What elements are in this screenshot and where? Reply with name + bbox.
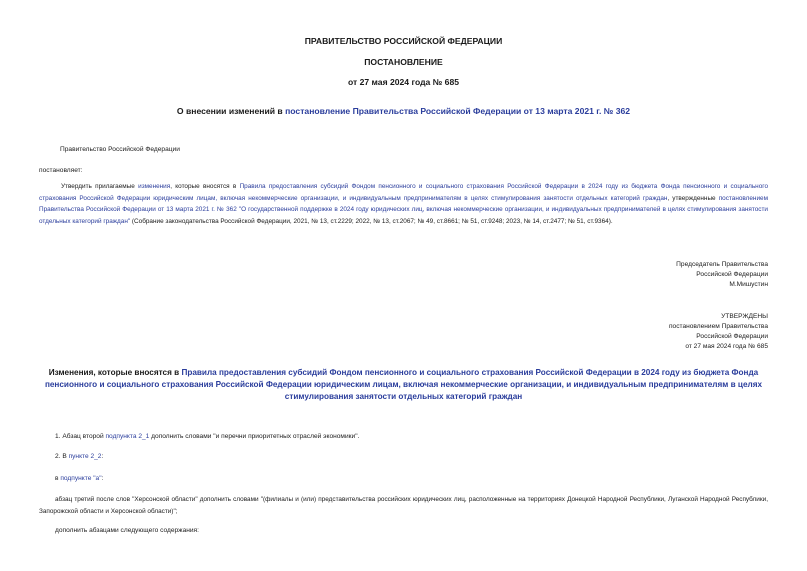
item-5: дополнить абзацами следующего содержания: [55,527,199,534]
document-date: от 27 мая 2024 года № 685 [347,77,460,87]
item-3 [55,476,103,483]
main-paragraph [39,181,768,227]
approved-org: Российской Федерации [696,333,768,340]
item-2-link[interactable]: пункте 2_2 [68,453,102,460]
approved-by: постановлением Правительства [668,323,768,330]
signature-name: М.Мишустин [729,281,768,288]
item-2-prefix: 2. В [55,453,69,460]
item-2-suffix: : [101,453,104,460]
item-3-link[interactable]: подпункте "а" [60,475,102,482]
signature-position: Председатель Правительства [676,261,768,268]
item-1-suffix: дополнить словами "и перечни приоритетных отраслей экономики". [149,433,360,440]
item-2 [55,454,103,461]
signature-org: Российской Федерации [696,271,768,278]
changes-title-prefix: Изменения, которые вносятся в [48,368,182,377]
signature-block [600,260,768,290]
decides-label: постановляет: [39,167,83,174]
document-title [0,106,807,116]
changes-link[interactable]: изменения [138,183,171,190]
approved-block [600,312,768,352]
para-text-3: , утвержденные [667,194,719,202]
government-heading: ПРАВИТЕЛЬСТВО РОССИЙСКОЙ ФЕДЕРАЦИИ [304,36,503,46]
title-prefix: О внесении изменений в [176,106,286,116]
item-4: абзац третий после слов "Херсонской области" дополнить словами "(филиалы и (или) представительства российских юридических лиц, расположенные на территориях Донецкой Народной Республики, Луганской Народной Республики, Запорожской области и Херсонской области)"; [39,496,768,515]
item-1-link[interactable]: подпункта 2_1 [105,433,150,440]
title-link[interactable]: постановление Правительства Российской Федерации от 13 марта 2021 г. № 362 [285,106,631,116]
approved-date: от 27 мая 2024 года № 685 [685,343,768,350]
resolution-link[interactable]: постановлением Правительства Российской Федерации от 13 марта 2021 г. № 362 "О государственной поддержке в 2024 году юридических лиц, включая некоммерческие организации, и индивидуальных предпринимателей в целях стимулирования занятости отдельных категорий граждан" [39,194,768,225]
document-type: ПОСТАНОВЛЕНИЕ [364,57,443,67]
para-text-4: (Собрание законодательства Российской Федерации, 2021, № 13, ст.2229; 2022, № 13, ст.2067; № 49, ст.8661; № 51, ст.9248; 2023, № 14, ст.2477; № 51, ст.9364). [130,217,613,225]
item-3-suffix: : [101,475,104,482]
item-1-prefix: 1. Абзац второй [55,433,106,440]
changes-title-link[interactable]: Правила предоставления субсидий Фондом пенсионного и социального страхования Российской Федерации в 2024 году из бюджета Фонда пенсионного и социального страхования Российской Федерации юридическим лицам, включая некоммерческие организации, и индивидуальным предпринимателям в целях стимулирования занятости отдельных категорий граждан [44,368,763,401]
para-text-2: , которые вносятся в [170,183,240,190]
government-name: Правительство Российской Федерации [60,146,180,153]
item-1 [55,434,359,441]
changes-title [30,367,777,403]
para-text-1: Утвердить прилагаемые [61,183,139,190]
item-3-prefix: в [55,475,61,482]
approved-label: УТВЕРЖДЕНЫ [721,313,768,320]
rules-link[interactable]: Правила предоставления субсидий Фондом пенсионного и социального страхования Российской Федерации в 2024 году из бюджета Фонда пенсионного и социального страхования Российской Федерации юридическим лицам, включая некоммерческие организации, и индивидуальным предпринимателям в целях стимулирования занятости отдельных категорий граждан [39,183,769,202]
